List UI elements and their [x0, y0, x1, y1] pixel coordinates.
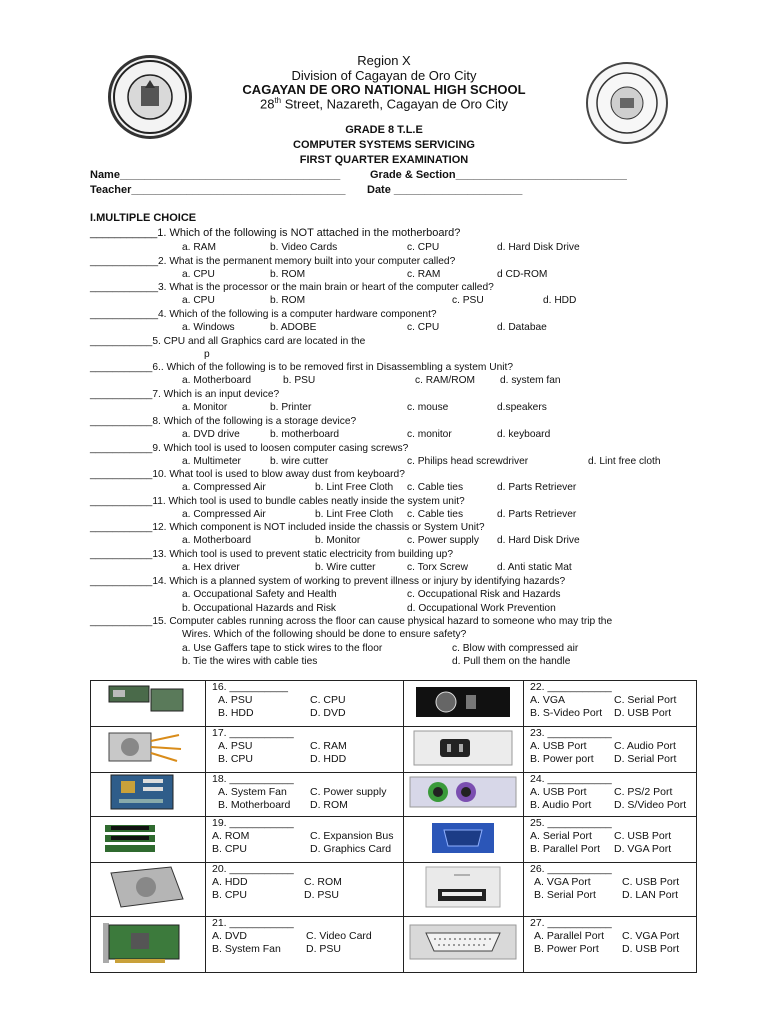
q24-opt-c: C. PS/2 Port	[614, 786, 673, 798]
q19-cell	[206, 817, 404, 863]
q17-opt-a: A. PSU	[218, 740, 253, 752]
power-port-image	[404, 727, 524, 773]
q6-opt-b: b. PSU	[283, 375, 316, 386]
division-title: Division of Cagayan de Oro City	[291, 68, 477, 83]
parallel-port-icon	[404, 917, 522, 967]
question-1: ___________1. Which of the following is NOT attached in the motherboard?	[90, 227, 461, 239]
q1-opt-c: c. CPU	[407, 242, 440, 253]
grade-section-field[interactable]: Grade & Section____________________________	[370, 169, 627, 181]
q23-opt-a: A. USB Port	[530, 740, 587, 752]
q25-opt-c: C. USB Port	[614, 830, 672, 842]
q20-number[interactable]: 20. ___________	[212, 863, 294, 875]
q21-opt-b: B. System Fan	[212, 943, 281, 955]
name-field[interactable]: Name____________________________________	[90, 169, 341, 181]
q15-opt-d: d. Pull them on the handle	[452, 656, 571, 667]
motherboard-icon	[91, 773, 204, 811]
q5-opt-a: p	[204, 349, 210, 360]
q18-opt-a: A. System Fan	[218, 786, 287, 798]
question-3: ____________3. What is the processor or the main brain or heart of the computer called?	[90, 282, 494, 293]
q26-cell	[524, 863, 697, 917]
q13-opt-d: d. Anti static Mat	[497, 562, 572, 573]
q1-opt-b: b. Video Cards	[270, 242, 338, 253]
q14-opt-a: a. Occupational Safety and Health	[182, 589, 337, 600]
q19-number[interactable]: 19. ___________	[212, 817, 294, 829]
q1-opt-a: a. RAM	[182, 242, 216, 253]
q24-opt-a: A. USB Port	[530, 786, 587, 798]
q27-cell	[524, 917, 697, 973]
q26-opt-b: B. Serial Port	[534, 889, 596, 901]
hard-disk-icon	[91, 863, 204, 911]
address-suffix: th	[274, 96, 282, 105]
q10-opt-b: b. Lint Free Cloth	[315, 482, 394, 493]
q19-opt-d: D. Graphics Card	[310, 843, 392, 855]
q17-cell	[206, 727, 404, 773]
q9-opt-b: b. wire cutter	[270, 456, 329, 467]
q23-cell	[524, 727, 697, 773]
q25-opt-a: A. Serial Port	[530, 830, 592, 842]
q16-opt-a: A. PSU	[218, 694, 253, 706]
q7-opt-b: b. Printer	[270, 402, 312, 413]
q15-opt-b: b. Tie the wires with cable ties	[182, 656, 318, 667]
q24-opt-b: B. Audio Port	[530, 799, 592, 811]
s-video-port-image	[404, 681, 524, 727]
q19-opt-a: A. ROM	[212, 830, 250, 842]
q17-opt-b: B. CPU	[218, 753, 254, 765]
q8-opt-a: a. DVD drive	[182, 429, 240, 440]
q7-opt-c: c. mouse	[407, 402, 449, 413]
q10-opt-a: a. Compressed Air	[182, 482, 266, 493]
table-row	[91, 681, 697, 727]
table-row	[91, 817, 697, 863]
q13-opt-a: a. Hex driver	[182, 562, 240, 573]
hard-disk-image	[91, 863, 206, 917]
q22-opt-a: A. VGA	[530, 694, 566, 706]
q12-opt-d: d. Hard Disk Drive	[497, 535, 580, 546]
teacher-field[interactable]: Teacher___________________________________	[90, 184, 346, 196]
question-9: ___________9. Which tool is used to loosen computer casing screws?	[90, 443, 409, 454]
q27-opt-d: D. USB Port	[622, 943, 680, 955]
ps2-port-image	[404, 773, 524, 817]
q26-opt-a: A. VGA Port	[534, 876, 591, 888]
q21-opt-a: A. DVD	[212, 930, 248, 942]
q7-opt-a: a. Monitor	[182, 402, 228, 413]
q27-number[interactable]: 27. ___________	[530, 917, 612, 929]
question-6: ___________6.. Which of the following is to be removed first in Disassembling a system Unit?	[90, 362, 513, 373]
q11-opt-b: b. Lint Free Cloth	[315, 509, 394, 520]
subject-title: COMPUTER SYSTEMS SERVICING	[293, 139, 475, 151]
question-2: ____________2. What is the permanent memory built into your computer called?	[90, 256, 456, 267]
region-title: Region X	[357, 53, 411, 68]
q12-opt-a: a. Motherboard	[182, 535, 252, 546]
section-title: I.MULTIPLE CHOICE	[90, 212, 197, 224]
question-8: ___________8. Which of the following is a storage device?	[90, 416, 357, 427]
q4-opt-a: a. Windows	[182, 322, 235, 333]
q6-opt-a: a. Motherboard	[182, 375, 252, 386]
q9-opt-c: c. Philips head screwdriver	[407, 456, 529, 467]
ram-module-icon	[91, 681, 204, 721]
q11-opt-d: d. Parts Retriever	[497, 509, 577, 520]
q13-opt-c: c. Torx Screw	[407, 562, 468, 573]
q20-opt-a: A. HDD	[212, 876, 248, 888]
q18-opt-c: C. Power supply	[310, 786, 387, 798]
q27-opt-a: A. Parallel Port	[534, 930, 605, 942]
q25-opt-d: D. VGA Port	[614, 843, 672, 855]
q10-opt-d: d. Parts Retriever	[497, 482, 577, 493]
q12-opt-b: b. Monitor	[315, 535, 361, 546]
q17-opt-c: C. RAM	[310, 740, 347, 752]
q24-cell	[524, 773, 697, 817]
q6-opt-c: c. RAM/ROM	[415, 375, 475, 386]
q19-opt-c: C. Expansion Bus	[310, 830, 394, 842]
q18-opt-d: D. ROM	[310, 799, 348, 811]
q22-cell	[524, 681, 697, 727]
q4-opt-b: b. ADOBE	[270, 322, 317, 333]
ram-sticks-icon	[91, 817, 204, 857]
q25-opt-b: B. Parallel Port	[530, 843, 601, 855]
q8-opt-d: d. keyboard	[497, 429, 551, 440]
q15-opt-c: c. Blow with compressed air	[452, 643, 579, 654]
grade-title: GRADE 8 T.L.E	[345, 124, 423, 136]
s-video-port-icon	[404, 681, 522, 721]
q2-opt-d: d CD-ROM	[497, 269, 548, 280]
usb-port-image	[404, 863, 524, 917]
q16-cell	[206, 681, 404, 727]
q6-opt-d: d. system fan	[500, 375, 561, 386]
q22-number[interactable]: 22. ___________	[530, 681, 612, 693]
q11-opt-a: a. Compressed Air	[182, 509, 266, 520]
q15-opt-a: a. Use Gaffers tape to stick wires to the floor	[182, 643, 383, 654]
question-14: ___________14. Which is a planned system of working to prevent illness or injury by identifying hazards?	[90, 576, 566, 587]
question-13: ___________13. Which tool is used to prevent static electricity from building up?	[90, 549, 453, 560]
exam-title: FIRST QUARTER EXAMINATION	[299, 154, 469, 166]
question-12: ___________12. Which component is NOT included inside the chassis or System Unit?	[90, 522, 485, 533]
q21-cell	[206, 917, 404, 973]
q21-number[interactable]: 21. ___________	[212, 917, 294, 929]
power-port-icon	[404, 727, 522, 767]
q17-number[interactable]: 17. ___________	[212, 727, 294, 739]
identification-table	[90, 680, 697, 973]
q26-opt-c: C. USB Port	[622, 876, 680, 888]
q21-opt-d: D. PSU	[306, 943, 342, 955]
ps2-port-icon	[404, 773, 522, 811]
question-4: ____________4. Which of the following is a computer hardware component?	[90, 309, 437, 320]
address-street: Street, Nazareth, Cagayan de Oro City	[281, 96, 509, 112]
q26-opt-d: D. LAN Port	[622, 889, 679, 901]
q20-opt-d: D. PSU	[304, 889, 340, 901]
usb-port-icon	[404, 863, 522, 911]
question-11: ___________11. Which tool is used to bundle cables neatly inside the system unit?	[90, 496, 465, 507]
table-row	[91, 727, 697, 773]
q14-opt-b: b. Occupational Hazards and Risk	[182, 603, 337, 614]
q23-opt-c: C. Audio Port	[614, 740, 676, 752]
q8-opt-b: b. motherboard	[270, 429, 340, 440]
ram-sticks-image	[91, 817, 206, 863]
q3-opt-b: b. ROM	[270, 295, 306, 306]
q20-cell	[206, 863, 404, 917]
q14-opt-d: d. Occupational Work Prevention	[407, 603, 556, 614]
q21-opt-c: C. Video Card	[306, 930, 372, 942]
question-5: ___________5. CPU and all Graphics card are located in the	[90, 336, 366, 347]
q19-opt-b: B. CPU	[212, 843, 248, 855]
q2-opt-b: b. ROM	[270, 269, 306, 280]
q2-opt-a: a. CPU	[182, 269, 215, 280]
q12-opt-c: c. Power supply	[407, 535, 479, 546]
question-15-line-2: Wires. Which of the following should be done to ensure safety?	[182, 629, 467, 640]
q18-opt-b: B. Motherboard	[218, 799, 291, 811]
q22-opt-d: D. USB Port	[614, 707, 672, 719]
q7-opt-d: d.speakers	[497, 402, 547, 413]
q23-opt-b: B. Power port	[530, 753, 594, 765]
q9-opt-d: d. Lint free cloth	[588, 456, 661, 467]
q16-number[interactable]: 16. __________	[212, 681, 288, 693]
q17-opt-d: D. HDD	[310, 753, 347, 765]
q3-opt-c: c. PSU	[452, 295, 484, 306]
vga-port-image	[404, 817, 524, 863]
q22-opt-c: C. Serial Port	[614, 694, 677, 706]
q18-number[interactable]: 18. ___________	[212, 773, 294, 785]
q16-opt-b: B. HDD	[218, 707, 254, 719]
q1-opt-d: d. Hard Disk Drive	[497, 242, 580, 253]
q16-opt-c: C. CPU	[310, 694, 346, 706]
q3-opt-d: d. HDD	[543, 295, 577, 306]
q24-number[interactable]: 24. ___________	[530, 773, 612, 785]
q2-opt-c: c. RAM	[407, 269, 441, 280]
q4-opt-d: d. Databae	[497, 322, 547, 333]
q4-opt-c: c. CPU	[407, 322, 440, 333]
motherboard-image	[91, 773, 206, 817]
q14-opt-c: c. Occupational Risk and Hazards	[407, 589, 561, 600]
q24-opt-d: D. S/Video Port	[614, 799, 687, 811]
school-address	[0, 96, 768, 111]
school-name: CAGAYAN DE ORO NATIONAL HIGH SCHOOL	[242, 82, 526, 97]
table-row	[91, 773, 697, 817]
q23-opt-d: D. Serial Port	[614, 753, 677, 765]
q22-opt-b: B. S-Video Port	[530, 707, 603, 719]
q11-opt-c: c. Cable ties	[407, 509, 464, 520]
video-card-icon	[91, 917, 204, 967]
q27-opt-c: C. VGA Port	[622, 930, 680, 942]
question-10: ___________10. What tool is used to blow away dust from keyboard?	[90, 469, 405, 480]
vga-port-icon	[404, 817, 522, 857]
q27-opt-b: B. Power Port	[534, 943, 599, 955]
q25-number[interactable]: 25. ___________	[530, 817, 612, 829]
question-15: ___________15. Computer cables running across the floor can cause physical hazard to someone who may trip the	[90, 616, 613, 627]
address-number: 28	[259, 96, 275, 112]
power-supply-image	[91, 727, 206, 773]
q23-number[interactable]: 23. ___________	[530, 727, 612, 739]
q20-opt-c: C. ROM	[304, 876, 342, 888]
q16-opt-d: D. DVD	[310, 707, 346, 719]
q25-cell	[524, 817, 697, 863]
q10-opt-c: c. Cable ties	[407, 482, 464, 493]
parallel-port-image	[404, 917, 524, 973]
question-7: ___________7. Which is an input device?	[90, 389, 280, 400]
date-field[interactable]: Date _____________________	[367, 184, 523, 196]
power-supply-icon	[91, 727, 204, 767]
table-row	[91, 917, 697, 973]
q18-cell	[206, 773, 404, 817]
ram-module-image	[91, 681, 206, 727]
q9-opt-a: a. Multimeter	[182, 456, 241, 467]
q20-opt-b: B. CPU	[212, 889, 248, 901]
q26-number[interactable]: 26. ___________	[530, 863, 612, 875]
q13-opt-b: b. Wire cutter	[315, 562, 376, 573]
table-row	[91, 863, 697, 917]
video-card-image	[91, 917, 206, 973]
q8-opt-c: c. monitor	[407, 429, 452, 440]
q3-opt-a: a. CPU	[182, 295, 215, 306]
